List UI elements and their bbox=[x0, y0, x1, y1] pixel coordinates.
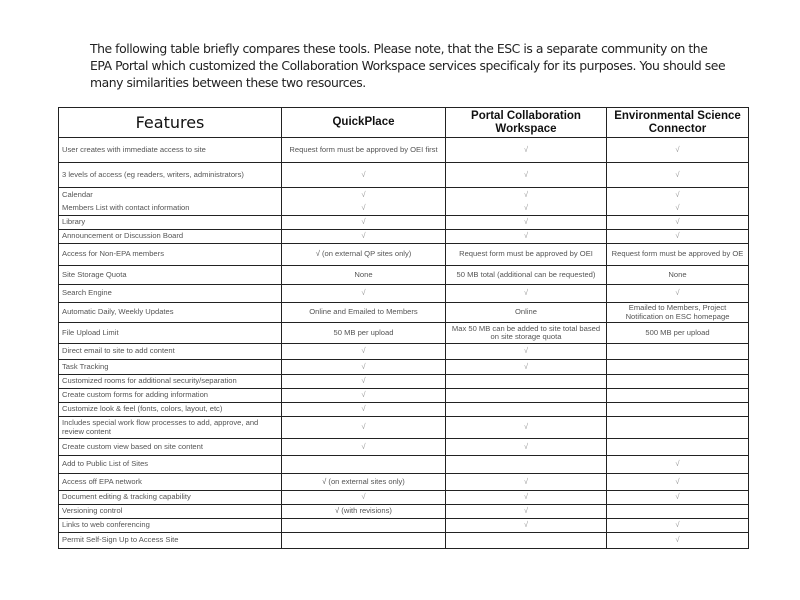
portal-workspace-cell: √ bbox=[446, 285, 607, 303]
portal-workspace-cell: √ bbox=[446, 230, 607, 244]
quickplace-cell: √ bbox=[282, 163, 446, 188]
esc-cell: √ bbox=[607, 285, 749, 303]
portal-workspace-cell bbox=[446, 456, 607, 474]
feature-cell: Access off EPA network bbox=[59, 474, 282, 491]
table-row bbox=[59, 389, 749, 403]
feature-cell: Calendar bbox=[59, 188, 282, 202]
quickplace-cell: Online and Emailed to Members bbox=[282, 303, 446, 323]
quickplace-cell: 50 MB per upload bbox=[282, 323, 446, 344]
table-row bbox=[59, 439, 749, 456]
esc-cell bbox=[607, 389, 749, 403]
quickplace-cell: √ bbox=[282, 389, 446, 403]
table-row bbox=[59, 519, 749, 533]
esc-cell: √ bbox=[607, 491, 749, 505]
portal-workspace-cell: √ bbox=[446, 163, 607, 188]
feature-cell: Automatic Daily, Weekly Updates bbox=[59, 303, 282, 323]
portal-workspace-cell: √ bbox=[446, 417, 607, 439]
quickplace-cell: √ bbox=[282, 344, 446, 360]
esc-cell: √ bbox=[607, 474, 749, 491]
quickplace-cell: √ bbox=[282, 188, 446, 202]
quickplace-cell: √ bbox=[282, 375, 446, 389]
table-row bbox=[59, 403, 749, 417]
portal-workspace-cell: √ bbox=[446, 216, 607, 230]
quickplace-cell: √ bbox=[282, 216, 446, 230]
quickplace-cell: √ (on external sites only) bbox=[282, 474, 446, 491]
feature-cell: File Upload Limit bbox=[59, 323, 282, 344]
feature-cell: 3 levels of access (eg readers, writers, administrators) bbox=[59, 163, 282, 188]
feature-cell: Links to web conferencing bbox=[59, 519, 282, 533]
feature-cell: Create custom view based on site content bbox=[59, 439, 282, 456]
esc-cell bbox=[607, 360, 749, 375]
esc-cell: Request form must be approved by OE bbox=[607, 244, 749, 266]
feature-cell: Members List with contact information bbox=[59, 202, 282, 216]
quickplace-cell: Request form must be approved by OEI first bbox=[282, 138, 446, 163]
esc-cell bbox=[607, 344, 749, 360]
table-row bbox=[59, 303, 749, 323]
table-row bbox=[59, 285, 749, 303]
table-row bbox=[59, 474, 749, 491]
portal-workspace-cell bbox=[446, 375, 607, 389]
feature-cell: Includes special work flow processes to add, approve, and review content bbox=[59, 417, 282, 439]
header-environmental-science-connector: Environmental Science Connector bbox=[607, 108, 749, 138]
header-features: Features bbox=[59, 108, 282, 138]
quickplace-cell bbox=[282, 519, 446, 533]
quickplace-cell bbox=[282, 456, 446, 474]
feature-cell: Task Tracking bbox=[59, 360, 282, 375]
esc-cell: √ bbox=[607, 202, 749, 216]
table-row bbox=[59, 163, 749, 188]
esc-cell: 500 MB per upload bbox=[607, 323, 749, 344]
table-row bbox=[59, 375, 749, 389]
feature-cell: User creates with immediate access to site bbox=[59, 138, 282, 163]
esc-cell: √ bbox=[607, 163, 749, 188]
table-row bbox=[59, 266, 749, 285]
esc-cell bbox=[607, 417, 749, 439]
portal-workspace-cell: Max 50 MB can be added to site total based on site storage quota bbox=[446, 323, 607, 344]
feature-cell: Versioning control bbox=[59, 505, 282, 519]
quickplace-cell: √ bbox=[282, 417, 446, 439]
esc-cell: √ bbox=[607, 519, 749, 533]
table-row bbox=[59, 323, 749, 344]
feature-cell: Search Engine bbox=[59, 285, 282, 303]
feature-cell: Permit Self-Sign Up to Access Site bbox=[59, 533, 282, 549]
feature-cell: Customized rooms for additional security/separation bbox=[59, 375, 282, 389]
portal-workspace-cell: √ bbox=[446, 202, 607, 216]
portal-workspace-cell: √ bbox=[446, 138, 607, 163]
quickplace-cell: None bbox=[282, 266, 446, 285]
portal-workspace-cell: √ bbox=[446, 505, 607, 519]
portal-workspace-cell: √ bbox=[446, 360, 607, 375]
esc-cell: Emailed to Members, Project Notification on ESC homepage bbox=[607, 303, 749, 323]
table-row bbox=[59, 188, 749, 202]
portal-workspace-cell bbox=[446, 389, 607, 403]
feature-cell: Direct email to site to add content bbox=[59, 344, 282, 360]
esc-cell: √ bbox=[607, 138, 749, 163]
quickplace-cell: √ bbox=[282, 439, 446, 456]
feature-cell: Announcement or Discussion Board bbox=[59, 230, 282, 244]
quickplace-cell: √ bbox=[282, 360, 446, 375]
quickplace-cell bbox=[282, 533, 446, 549]
quickplace-cell: √ bbox=[282, 230, 446, 244]
portal-workspace-cell: √ bbox=[446, 344, 607, 360]
esc-cell bbox=[607, 375, 749, 389]
feature-cell: Access for Non-EPA members bbox=[59, 244, 282, 266]
feature-cell: Document editing & tracking capability bbox=[59, 491, 282, 505]
table-row bbox=[59, 244, 749, 266]
portal-workspace-cell: √ bbox=[446, 519, 607, 533]
quickplace-cell: √ bbox=[282, 403, 446, 417]
table-row bbox=[59, 344, 749, 360]
quickplace-cell: √ (on external QP sites only) bbox=[282, 244, 446, 266]
esc-cell bbox=[607, 403, 749, 417]
esc-cell bbox=[607, 505, 749, 519]
portal-workspace-cell: 50 MB total (additional can be requested) bbox=[446, 266, 607, 285]
table-row bbox=[59, 456, 749, 474]
portal-workspace-cell bbox=[446, 403, 607, 417]
quickplace-cell: √ bbox=[282, 285, 446, 303]
table-row bbox=[59, 417, 749, 439]
portal-workspace-cell: √ bbox=[446, 439, 607, 456]
table-row bbox=[59, 533, 749, 549]
quickplace-cell: √ bbox=[282, 491, 446, 505]
header-row bbox=[59, 108, 749, 138]
esc-cell: None bbox=[607, 266, 749, 285]
intro-paragraph: The following table briefly compares these tools. Please note, that the ESC is a separate community on the EPA Portal which customized the Collaboration Workspace services specificaly for its purposes. You should see many similarities between these two resources. bbox=[90, 41, 726, 90]
quickplace-cell: √ bbox=[282, 202, 446, 216]
quickplace-cell: √ (with revisions) bbox=[282, 505, 446, 519]
feature-cell: Site Storage Quota bbox=[59, 266, 282, 285]
portal-workspace-cell: √ bbox=[446, 491, 607, 505]
feature-cell: Customize look & feel (fonts, colors, layout, etc) bbox=[59, 403, 282, 417]
table-row bbox=[59, 230, 749, 244]
header-portal-collaboration-workspace: Portal Collaboration Workspace bbox=[446, 108, 607, 138]
table-row bbox=[59, 216, 749, 230]
portal-workspace-cell bbox=[446, 533, 607, 549]
esc-cell: √ bbox=[607, 533, 749, 549]
feature-cell: Create custom forms for adding information bbox=[59, 389, 282, 403]
esc-cell: √ bbox=[607, 188, 749, 202]
table-row bbox=[59, 138, 749, 163]
header-quickplace: QuickPlace bbox=[282, 108, 446, 138]
table-row bbox=[59, 202, 749, 216]
table-row bbox=[59, 505, 749, 519]
table-row bbox=[59, 360, 749, 375]
esc-cell: √ bbox=[607, 456, 749, 474]
feature-cell: Library bbox=[59, 216, 282, 230]
portal-workspace-cell: √ bbox=[446, 474, 607, 491]
portal-workspace-cell: Online bbox=[446, 303, 607, 323]
comparison-table bbox=[58, 107, 749, 549]
esc-cell: √ bbox=[607, 230, 749, 244]
table-row bbox=[59, 491, 749, 505]
portal-workspace-cell: √ bbox=[446, 188, 607, 202]
portal-workspace-cell: Request form must be approved by OEI bbox=[446, 244, 607, 266]
feature-cell: Add to Public List of Sites bbox=[59, 456, 282, 474]
esc-cell: √ bbox=[607, 216, 749, 230]
esc-cell bbox=[607, 439, 749, 456]
